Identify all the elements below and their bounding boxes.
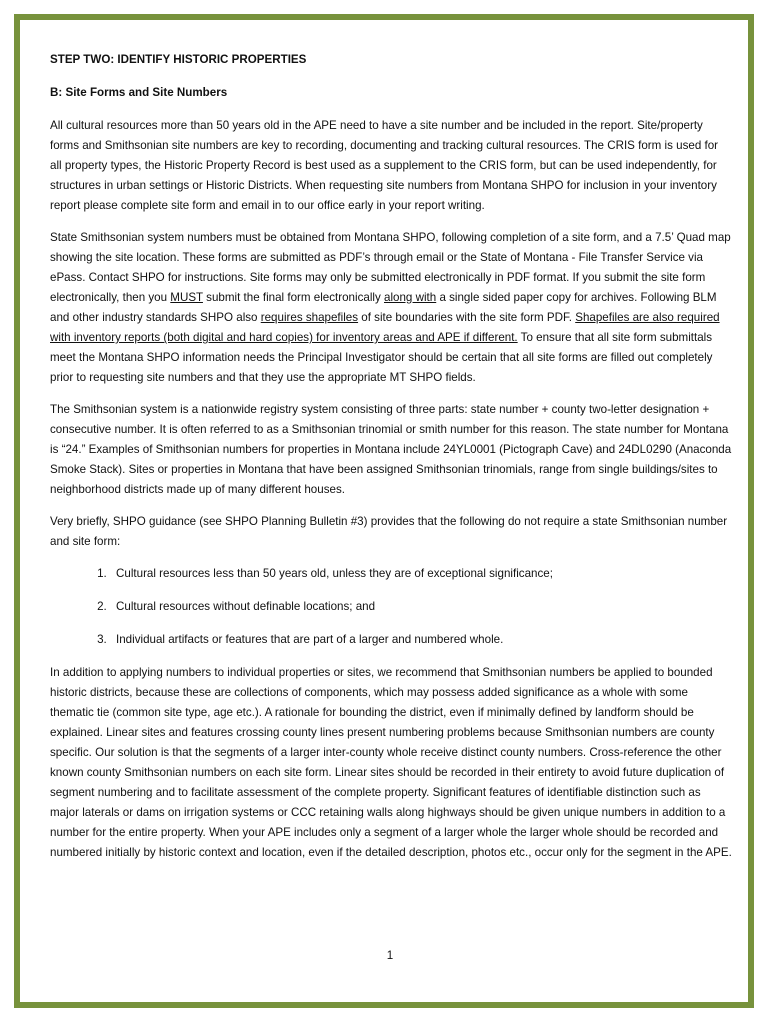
emphasis-requires-shapefiles: requires shapefiles: [260, 311, 359, 324]
subsection-title: B: Site Forms and Site Numbers: [50, 86, 228, 99]
paragraph-submission-requirements: [50, 228, 732, 388]
page-border: [14, 14, 754, 1008]
list-item: 3. Individual artifacts or features that are part of a larger and numbered whole.: [110, 630, 732, 650]
exemption-list: [50, 564, 732, 650]
text-span: State Smithsonian system numbers must be obtained from Montana SHPO, following completion of a site form, and a 7.5’ Quad map showing the site location. These forms are submitted as PDF’s through email or the State of Montana - File Transfer Service via ePass. Contact SHPO for instructions. Site forms may only be submitted electronically in PDF format. If you submit the site form electronically, then you: [50, 231, 731, 304]
paragraph-smithsonian-system: The Smithsonian system is a nationwide registry system consisting of three parts: state number + county two-letter designation + consecutive number. It is often referred to as a Smithsonian trinomial or smith number for this reason. The state number for Montana is “24.” Examples of Smithsonian numbers for properties in Montana include 24YL0001 (Pictograph Cave) and 24DL0290 (Anaconda Smoke Stack). Sites or properties in Montana that have been assigned Smithsonian trinomials, range from single buildings/sites to neighborhood districts made up of many different houses.: [50, 403, 732, 496]
document-body: [50, 50, 732, 875]
text-span: a single sided paper copy for archives. Following BLM and other industry standards SHPO also: [50, 291, 717, 324]
text-span: of site boundaries with the site form PDF.: [358, 311, 576, 324]
text-span: submit the final form electronically: [202, 291, 384, 304]
emphasis-shapefiles-required: Shapefiles are also required with inventory reports (both digital and hard copies) for inventory areas and APE if different.: [50, 311, 720, 344]
paragraph-site-numbers-intro: All cultural resources more than 50 years old in the APE need to have a site number and be included in the report. Site/property forms and Smithsonian site numbers are key to recording, documenting and tracking cultural resources. The CRIS form is used for all property types, the Historic Property Record is best used as a supplement to the CRIS form, but can be used independently, for structures in urban settings or Historic Districts. When requesting site numbers from Montana SHPO for inclusion in your inventory report please complete site form and email in to our office early in your report writing.: [50, 119, 719, 212]
list-item: 2. Cultural resources without definable locations; and: [110, 597, 732, 617]
paragraph-districts-linear-sites: In addition to applying numbers to individual properties or sites, we recommend that Smithsonian numbers be applied to bounded historic districts, because these are collections of components, which may possess added significance as a whole with some thematic tie (common site type, age etc.). A rationale for bounding the district, even if minimally defined by landform should be explained. Linear sites and features crossing county lines present numbering problems because Smithsonian numbers are county specific. Our solution is that the segments of a larger inter-county whole receive distinct county numbers. Cross-reference the other known county Smithsonian numbers on each site form. Linear sites should be recorded in their entirety to avoid future duplication of segment numbering and to facilitate assessment of the complete property. Significant features of identifiable distinction such as major laterals or dams on irrigation systems or CCC retaining walls along highways should be given unique numbers in addition to a number for the entire property. When your APE includes only a segment of a larger whole the larger whole should be recorded and numbered initially by historic context and location, even if the detailed description, photos etc., occur only for the segment in the APE.: [50, 666, 732, 859]
emphasis-along-with: along with: [384, 291, 437, 304]
paragraph-guidance: Very briefly, SHPO guidance (see SHPO Planning Bulletin #3) provides that the following do not require a state Smithsonian number and site form:: [50, 515, 728, 548]
list-item: 1. Cultural resources less than 50 years old, unless they are of exceptional significance;: [110, 564, 732, 584]
emphasis-must: MUST: [170, 291, 203, 304]
page-number: 1: [386, 949, 394, 962]
section-title: STEP TWO: IDENTIFY HISTORIC PROPERTIES: [50, 53, 307, 66]
text-span: To ensure that all site form submittals meet the Montana SHPO information needs the Principal Investigator should be certain that all site forms are filled out completely prior to requesting site numbers and that they use the appropriate MT SHPO fields.: [50, 331, 713, 384]
